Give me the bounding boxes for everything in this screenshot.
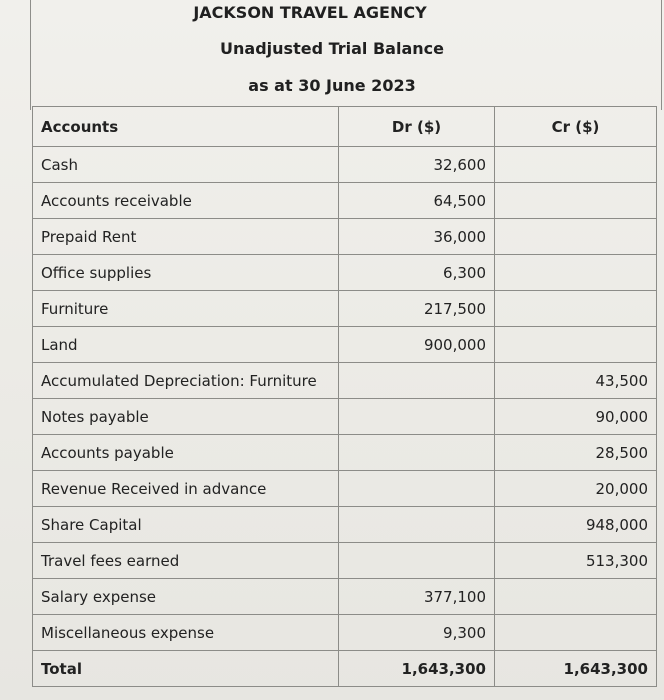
dr-amount	[339, 363, 495, 399]
account-name: Land	[33, 327, 339, 363]
account-name: Accumulated Depreciation: Furniture	[33, 363, 339, 399]
cr-amount: 43,500	[495, 363, 657, 399]
account-name: Furniture	[33, 291, 339, 327]
table-row	[33, 543, 657, 579]
cr-amount: 948,000	[495, 507, 657, 543]
table-row	[33, 507, 657, 543]
dr-amount: 32,600	[339, 147, 495, 183]
total-label: Total	[33, 651, 339, 687]
cr-amount: 20,000	[495, 471, 657, 507]
dr-amount	[339, 435, 495, 471]
table-row	[33, 327, 657, 363]
table-row	[33, 615, 657, 651]
cr-amount	[495, 255, 657, 291]
account-name: Travel fees earned	[33, 543, 339, 579]
dr-amount: 9,300	[339, 615, 495, 651]
total-dr: 1,643,300	[339, 651, 495, 687]
cr-column-header: Cr ($)	[495, 107, 657, 147]
dr-amount: 6,300	[339, 255, 495, 291]
account-name: Revenue Received in advance	[33, 471, 339, 507]
cr-amount	[495, 183, 657, 219]
table-row	[33, 471, 657, 507]
total-cr: 1,643,300	[495, 651, 657, 687]
trial-balance-table	[32, 106, 657, 687]
account-name: Accounts payable	[33, 435, 339, 471]
account-name: Notes payable	[33, 399, 339, 435]
account-name: Share Capital	[33, 507, 339, 543]
report-date: as at 30 June 2023	[248, 76, 416, 95]
table-row	[33, 219, 657, 255]
table-row	[33, 363, 657, 399]
cr-amount	[495, 327, 657, 363]
accounts-column-header: Accounts	[33, 107, 339, 147]
dr-amount: 36,000	[339, 219, 495, 255]
cr-amount	[495, 579, 657, 615]
report-title: Unadjusted Trial Balance	[220, 39, 444, 58]
dr-amount	[339, 399, 495, 435]
account-name: Cash	[33, 147, 339, 183]
dr-amount	[339, 543, 495, 579]
account-name: Office supplies	[33, 255, 339, 291]
table-row	[33, 399, 657, 435]
table-row	[33, 255, 657, 291]
cr-amount	[495, 615, 657, 651]
table-row	[33, 579, 657, 615]
dr-column-header: Dr ($)	[339, 107, 495, 147]
cr-amount	[495, 219, 657, 255]
cr-amount: 513,300	[495, 543, 657, 579]
dr-amount	[339, 471, 495, 507]
table-row	[33, 147, 657, 183]
dr-amount	[339, 507, 495, 543]
cr-amount	[495, 147, 657, 183]
cr-amount	[495, 291, 657, 327]
table-row	[33, 435, 657, 471]
account-name: Prepaid Rent	[33, 219, 339, 255]
company-name: JACKSON TRAVEL AGENCY	[193, 3, 427, 22]
dr-amount: 64,500	[339, 183, 495, 219]
cr-amount: 28,500	[495, 435, 657, 471]
table-row	[33, 183, 657, 219]
dr-amount: 900,000	[339, 327, 495, 363]
account-name: Miscellaneous expense	[33, 615, 339, 651]
total-row	[33, 651, 657, 687]
table-row	[33, 291, 657, 327]
cr-amount: 90,000	[495, 399, 657, 435]
account-name: Salary expense	[33, 579, 339, 615]
dr-amount: 377,100	[339, 579, 495, 615]
dr-amount: 217,500	[339, 291, 495, 327]
table-header-row	[33, 107, 657, 147]
account-name: Accounts receivable	[33, 183, 339, 219]
